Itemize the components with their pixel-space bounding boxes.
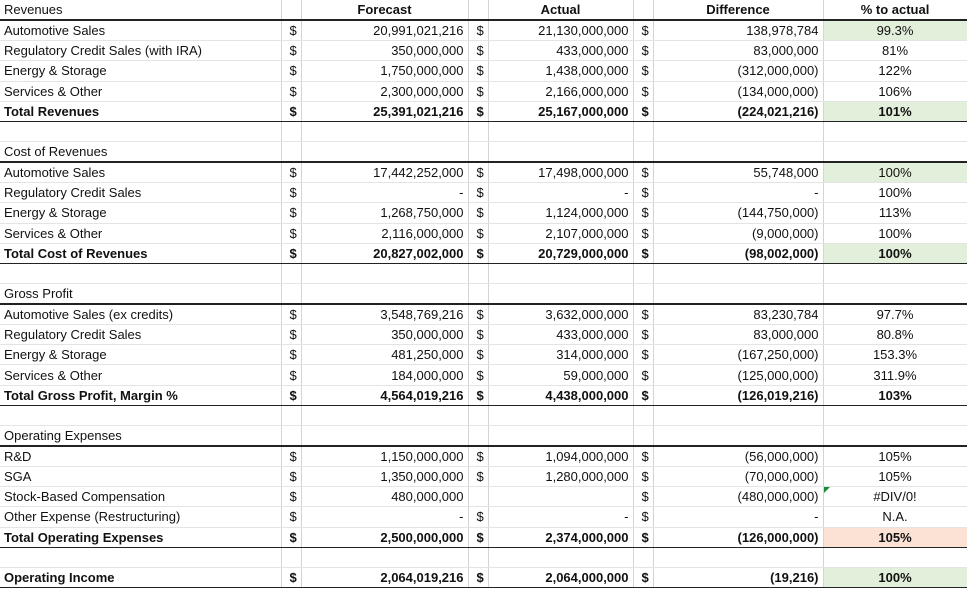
percent-to-actual-cell[interactable]: 97.7% — [823, 304, 967, 325]
section-label-cell[interactable]: Gross Profit — [0, 284, 281, 305]
forecast-currency-cell[interactable]: $ — [281, 81, 301, 101]
empty-cell[interactable] — [633, 426, 653, 447]
forecast-value-cell[interactable]: 2,300,000,000 — [301, 81, 468, 101]
percent-to-actual-cell[interactable]: 99.3% — [823, 20, 967, 41]
total-row — [0, 527, 967, 547]
actual-value-cell[interactable]: 2,064,000,000 — [488, 567, 633, 587]
difference-currency-cell[interactable]: $ — [633, 162, 653, 183]
actual-currency-cell[interactable]: $ — [468, 507, 488, 527]
forecast-value-cell[interactable]: 3,548,769,216 — [301, 304, 468, 325]
actual-currency-cell[interactable]: $ — [468, 365, 488, 385]
difference-value-cell[interactable]: (19,216) — [653, 567, 823, 587]
forecast-currency-cell[interactable]: $ — [281, 223, 301, 243]
forecast-currency-cell[interactable]: $ — [281, 203, 301, 223]
percent-to-actual-cell[interactable]: 100% — [823, 183, 967, 203]
table-row — [0, 487, 967, 507]
forecast-currency-cell[interactable]: $ — [281, 446, 301, 467]
row-label-cell[interactable]: Regulatory Credit Sales (with IRA) — [0, 41, 281, 61]
actual-value-cell[interactable]: 4,438,000,000 — [488, 385, 633, 405]
actual-currency-cell[interactable]: $ — [468, 446, 488, 467]
empty-cell[interactable] — [0, 547, 281, 567]
actual-currency-cell[interactable]: $ — [468, 81, 488, 101]
empty-cell[interactable] — [653, 263, 823, 283]
header-cell[interactable] — [281, 0, 301, 20]
empty-cell[interactable] — [653, 121, 823, 141]
percent-to-actual-cell[interactable]: 80.8% — [823, 325, 967, 345]
blank-row — [0, 405, 967, 425]
difference-value-cell[interactable]: (126,000,000) — [653, 527, 823, 547]
row-label-cell[interactable]: Energy & Storage — [0, 61, 281, 81]
table-row — [0, 345, 967, 365]
actual-value-cell[interactable]: 433,000,000 — [488, 325, 633, 345]
difference-currency-cell[interactable]: $ — [633, 61, 653, 81]
forecast-value-cell[interactable]: 1,268,750,000 — [301, 203, 468, 223]
forecast-currency-cell[interactable]: $ — [281, 345, 301, 365]
difference-value-cell[interactable]: 83,230,784 — [653, 304, 823, 325]
actual-value-cell[interactable]: 1,094,000,000 — [488, 446, 633, 467]
forecast-value-cell[interactable]: 4,564,019,216 — [301, 385, 468, 405]
difference-currency-cell[interactable]: $ — [633, 223, 653, 243]
forecast-currency-cell[interactable]: $ — [281, 20, 301, 41]
empty-cell[interactable] — [301, 263, 468, 283]
empty-cell[interactable] — [468, 284, 488, 305]
percent-to-actual-cell[interactable]: 105% — [823, 527, 967, 547]
empty-cell[interactable] — [823, 547, 967, 567]
actual-currency-cell[interactable]: $ — [468, 325, 488, 345]
empty-cell[interactable] — [653, 284, 823, 305]
empty-cell[interactable] — [488, 547, 633, 567]
actual-value-cell[interactable]: 1,438,000,000 — [488, 61, 633, 81]
difference-currency-cell[interactable]: $ — [633, 101, 653, 121]
row-label-cell[interactable]: Stock-Based Compensation — [0, 487, 281, 507]
actual-value-cell[interactable]: 433,000,000 — [488, 41, 633, 61]
difference-value-cell[interactable]: (98,002,000) — [653, 243, 823, 263]
percent-to-actual-cell[interactable]: 101% — [823, 101, 967, 121]
empty-cell[interactable] — [301, 547, 468, 567]
difference-currency-cell[interactable]: $ — [633, 243, 653, 263]
header-cell[interactable] — [633, 0, 653, 20]
actual-value-cell[interactable]: 2,107,000,000 — [488, 223, 633, 243]
empty-cell[interactable] — [488, 284, 633, 305]
forecast-value-cell[interactable]: 17,442,252,000 — [301, 162, 468, 183]
forecast-value-cell[interactable]: 1,750,000,000 — [301, 61, 468, 81]
empty-cell[interactable] — [488, 426, 633, 447]
table-row — [0, 223, 967, 243]
percent-to-actual-cell[interactable]: 100% — [823, 243, 967, 263]
empty-cell[interactable] — [633, 284, 653, 305]
row-label-cell[interactable]: Total Gross Profit, Margin % — [0, 385, 281, 405]
forecast-value-cell[interactable]: 20,827,002,000 — [301, 243, 468, 263]
row-label-cell[interactable]: Automotive Sales (ex credits) — [0, 304, 281, 325]
table-row — [0, 61, 967, 81]
forecast-currency-cell[interactable]: $ — [281, 527, 301, 547]
empty-cell[interactable] — [281, 547, 301, 567]
row-label-cell[interactable]: Regulatory Credit Sales — [0, 183, 281, 203]
forecast-value-cell[interactable]: 184,000,000 — [301, 365, 468, 385]
table-row — [0, 203, 967, 223]
difference-currency-cell[interactable]: $ — [633, 345, 653, 365]
percent-to-actual-cell[interactable]: 100% — [823, 223, 967, 243]
difference-value-cell[interactable]: (480,000,000) — [653, 487, 823, 507]
percent-to-actual-cell[interactable]: N.A. — [823, 507, 967, 527]
difference-currency-cell[interactable]: $ — [633, 20, 653, 41]
actual-value-cell[interactable]: 1,280,000,000 — [488, 467, 633, 487]
difference-currency-cell[interactable]: $ — [633, 507, 653, 527]
section-label-cell[interactable]: Cost of Revenues — [0, 142, 281, 163]
row-label-cell[interactable]: Automotive Sales — [0, 162, 281, 183]
blank-row — [0, 263, 967, 283]
actual-currency-cell[interactable]: $ — [468, 41, 488, 61]
difference-value-cell[interactable]: 83,000,000 — [653, 41, 823, 61]
section-header-row — [0, 284, 967, 305]
table-row — [0, 325, 967, 345]
empty-cell[interactable] — [823, 142, 967, 163]
actual-currency-cell[interactable]: $ — [468, 223, 488, 243]
actual-value-cell[interactable]: 3,632,000,000 — [488, 304, 633, 325]
difference-value-cell[interactable]: (167,250,000) — [653, 345, 823, 365]
empty-cell[interactable] — [281, 142, 301, 163]
empty-cell[interactable] — [301, 405, 468, 425]
forecast-currency-cell[interactable]: $ — [281, 162, 301, 183]
forecast-value-cell[interactable]: 25,391,021,216 — [301, 101, 468, 121]
difference-currency-cell[interactable]: $ — [633, 487, 653, 507]
forecast-value-cell[interactable]: 2,064,019,216 — [301, 567, 468, 587]
empty-cell[interactable] — [488, 263, 633, 283]
forecast-currency-cell[interactable]: $ — [281, 325, 301, 345]
header-cell[interactable]: % to actual — [823, 0, 967, 20]
table-row — [0, 81, 967, 101]
forecast-currency-cell[interactable]: $ — [281, 243, 301, 263]
forecast-currency-cell[interactable]: $ — [281, 507, 301, 527]
forecast-value-cell[interactable]: 480,000,000 — [301, 487, 468, 507]
blank-row — [0, 121, 967, 141]
percent-to-actual-cell[interactable]: 105% — [823, 446, 967, 467]
forecast-currency-cell[interactable]: $ — [281, 101, 301, 121]
difference-currency-cell[interactable]: $ — [633, 81, 653, 101]
empty-cell[interactable] — [653, 405, 823, 425]
table-row — [0, 162, 967, 183]
actual-currency-cell[interactable]: $ — [468, 385, 488, 405]
actual-value-cell[interactable]: - — [488, 507, 633, 527]
table-row — [0, 304, 967, 325]
empty-cell[interactable] — [823, 405, 967, 425]
difference-value-cell[interactable]: (70,000,000) — [653, 467, 823, 487]
difference-value-cell[interactable]: - — [653, 183, 823, 203]
percent-to-actual-cell[interactable]: 105% — [823, 467, 967, 487]
forecast-currency-cell[interactable]: $ — [281, 567, 301, 587]
blank-row — [0, 547, 967, 567]
row-label-cell[interactable]: Services & Other — [0, 81, 281, 101]
forecast-value-cell[interactable]: 350,000,000 — [301, 325, 468, 345]
empty-cell[interactable] — [633, 142, 653, 163]
difference-currency-cell[interactable]: $ — [633, 567, 653, 587]
table-row — [0, 365, 967, 385]
header-cell[interactable]: Revenues — [0, 0, 281, 20]
actual-value-cell[interactable]: 1,124,000,000 — [488, 203, 633, 223]
total-row — [0, 243, 967, 263]
forecast-value-cell[interactable]: - — [301, 507, 468, 527]
forecast-currency-cell[interactable]: $ — [281, 61, 301, 81]
actual-currency-cell[interactable]: $ — [468, 183, 488, 203]
forecast-value-cell[interactable]: 2,116,000,000 — [301, 223, 468, 243]
header-cell[interactable]: Forecast — [301, 0, 468, 20]
actual-value-cell[interactable]: 17,498,000,000 — [488, 162, 633, 183]
empty-cell[interactable] — [823, 263, 967, 283]
percent-to-actual-cell[interactable]: 100% — [823, 567, 967, 587]
row-label-cell[interactable]: Energy & Storage — [0, 345, 281, 365]
difference-currency-cell[interactable]: $ — [633, 467, 653, 487]
row-label-cell[interactable]: Automotive Sales — [0, 20, 281, 41]
row-label-cell[interactable]: Other Expense (Restructuring) — [0, 507, 281, 527]
difference-value-cell[interactable]: - — [653, 507, 823, 527]
empty-cell[interactable] — [633, 547, 653, 567]
error-indicator-icon — [824, 487, 830, 493]
empty-cell[interactable] — [0, 121, 281, 141]
section-label-cell[interactable]: Operating Expenses — [0, 426, 281, 447]
empty-cell[interactable] — [468, 547, 488, 567]
difference-currency-cell[interactable]: $ — [633, 41, 653, 61]
empty-cell[interactable] — [633, 263, 653, 283]
total-row — [0, 385, 967, 405]
actual-currency-cell[interactable]: $ — [468, 304, 488, 325]
difference-value-cell[interactable]: (125,000,000) — [653, 365, 823, 385]
empty-cell[interactable] — [488, 405, 633, 425]
actual-value-cell[interactable]: 2,374,000,000 — [488, 527, 633, 547]
empty-cell[interactable] — [488, 121, 633, 141]
actual-value-cell[interactable]: 20,729,000,000 — [488, 243, 633, 263]
row-label-cell[interactable]: Total Operating Expenses — [0, 527, 281, 547]
difference-currency-cell[interactable]: $ — [633, 183, 653, 203]
difference-value-cell[interactable]: (144,750,000) — [653, 203, 823, 223]
header-cell[interactable]: Actual — [488, 0, 633, 20]
empty-cell[interactable] — [301, 284, 468, 305]
actual-currency-cell[interactable]: $ — [468, 567, 488, 587]
difference-value-cell[interactable]: (126,019,216) — [653, 385, 823, 405]
table-row — [0, 507, 967, 527]
row-label-cell[interactable]: Regulatory Credit Sales — [0, 325, 281, 345]
actual-currency-cell[interactable]: $ — [468, 467, 488, 487]
difference-value-cell[interactable]: (224,021,216) — [653, 101, 823, 121]
empty-cell[interactable] — [281, 284, 301, 305]
table-row — [0, 20, 967, 41]
percent-to-actual-cell[interactable]: 103% — [823, 385, 967, 405]
empty-cell[interactable] — [301, 121, 468, 141]
empty-cell[interactable] — [468, 405, 488, 425]
difference-value-cell[interactable]: (56,000,000) — [653, 446, 823, 467]
actual-currency-cell[interactable]: $ — [468, 101, 488, 121]
forecast-currency-cell[interactable]: $ — [281, 385, 301, 405]
row-label-cell[interactable]: Energy & Storage — [0, 203, 281, 223]
percent-to-actual-cell[interactable]: 122% — [823, 61, 967, 81]
empty-cell[interactable] — [281, 121, 301, 141]
header-row — [0, 0, 967, 20]
table-row — [0, 446, 967, 467]
percent-to-actual-cell[interactable]: 100% — [823, 162, 967, 183]
actual-currency-cell[interactable]: $ — [468, 527, 488, 547]
forecast-currency-cell[interactable]: $ — [281, 183, 301, 203]
forecast-currency-cell[interactable]: $ — [281, 304, 301, 325]
difference-currency-cell[interactable]: $ — [633, 527, 653, 547]
empty-cell[interactable] — [468, 142, 488, 163]
total-row — [0, 101, 967, 121]
empty-cell[interactable] — [468, 426, 488, 447]
forecast-value-cell[interactable]: 1,350,000,000 — [301, 467, 468, 487]
actual-currency-cell[interactable]: $ — [468, 61, 488, 81]
percent-to-actual-cell[interactable]: 106% — [823, 81, 967, 101]
difference-value-cell[interactable]: 138,978,784 — [653, 20, 823, 41]
difference-currency-cell[interactable]: $ — [633, 365, 653, 385]
empty-cell[interactable] — [653, 426, 823, 447]
forecast-currency-cell[interactable]: $ — [281, 467, 301, 487]
row-label-cell[interactable]: Total Revenues — [0, 101, 281, 121]
percent-to-actual-cell[interactable]: 153.3% — [823, 345, 967, 365]
empty-cell[interactable] — [281, 426, 301, 447]
actual-value-cell[interactable]: 21,130,000,000 — [488, 20, 633, 41]
empty-cell[interactable] — [468, 263, 488, 283]
empty-cell[interactable] — [823, 426, 967, 447]
percent-to-actual-cell[interactable]: 81% — [823, 41, 967, 61]
actual-value-cell[interactable]: 314,000,000 — [488, 345, 633, 365]
empty-cell[interactable] — [281, 405, 301, 425]
forecast-currency-cell[interactable]: $ — [281, 41, 301, 61]
section-header-row — [0, 426, 967, 447]
actual-value-cell[interactable]: 59,000,000 — [488, 365, 633, 385]
percent-to-actual-cell[interactable]: 311.9% — [823, 365, 967, 385]
section-header-row — [0, 142, 967, 163]
percent-to-actual-cell[interactable]: #DIV/0! — [823, 487, 967, 507]
empty-cell[interactable] — [633, 121, 653, 141]
difference-value-cell[interactable]: (312,000,000) — [653, 61, 823, 81]
empty-cell[interactable] — [653, 142, 823, 163]
actual-currency-cell[interactable]: $ — [468, 243, 488, 263]
forecast-value-cell[interactable]: - — [301, 183, 468, 203]
empty-cell[interactable] — [301, 142, 468, 163]
forecast-currency-cell[interactable]: $ — [281, 487, 301, 507]
actual-value-cell[interactable] — [488, 487, 633, 507]
forecast-value-cell[interactable]: 2,500,000,000 — [301, 527, 468, 547]
difference-currency-cell[interactable]: $ — [633, 446, 653, 467]
actual-currency-cell[interactable]: $ — [468, 203, 488, 223]
forecast-value-cell[interactable]: 350,000,000 — [301, 41, 468, 61]
difference-currency-cell[interactable]: $ — [633, 203, 653, 223]
total-row — [0, 567, 967, 587]
forecast-value-cell[interactable]: 20,991,021,216 — [301, 20, 468, 41]
forecast-currency-cell[interactable]: $ — [281, 365, 301, 385]
difference-value-cell[interactable]: (134,000,000) — [653, 81, 823, 101]
empty-cell[interactable] — [0, 263, 281, 283]
percent-to-actual-cell[interactable]: 113% — [823, 203, 967, 223]
header-cell[interactable] — [468, 0, 488, 20]
difference-currency-cell[interactable]: $ — [633, 325, 653, 345]
table-row — [0, 41, 967, 61]
table-row — [0, 183, 967, 203]
row-label-cell[interactable]: Operating Income — [0, 567, 281, 587]
empty-cell[interactable] — [468, 121, 488, 141]
difference-value-cell[interactable]: (9,000,000) — [653, 223, 823, 243]
actual-currency-cell[interactable] — [468, 487, 488, 507]
row-label-cell[interactable]: R&D — [0, 446, 281, 467]
actual-currency-cell[interactable]: $ — [468, 20, 488, 41]
empty-cell[interactable] — [823, 284, 967, 305]
actual-value-cell[interactable]: 25,167,000,000 — [488, 101, 633, 121]
table-row — [0, 467, 967, 487]
row-label-cell[interactable]: Services & Other — [0, 365, 281, 385]
difference-currency-cell[interactable]: $ — [633, 385, 653, 405]
empty-cell[interactable] — [281, 263, 301, 283]
row-label-cell[interactable]: SGA — [0, 467, 281, 487]
empty-cell[interactable] — [0, 405, 281, 425]
actual-value-cell[interactable]: - — [488, 183, 633, 203]
row-label-cell[interactable]: Total Cost of Revenues — [0, 243, 281, 263]
empty-cell[interactable] — [488, 142, 633, 163]
difference-value-cell[interactable]: 83,000,000 — [653, 325, 823, 345]
empty-cell[interactable] — [823, 121, 967, 141]
difference-value-cell[interactable]: 55,748,000 — [653, 162, 823, 183]
empty-cell[interactable] — [633, 405, 653, 425]
forecast-value-cell[interactable]: 481,250,000 — [301, 345, 468, 365]
empty-cell[interactable] — [301, 426, 468, 447]
actual-currency-cell[interactable]: $ — [468, 162, 488, 183]
actual-currency-cell[interactable]: $ — [468, 345, 488, 365]
row-label-cell[interactable]: Services & Other — [0, 223, 281, 243]
forecast-value-cell[interactable]: 1,150,000,000 — [301, 446, 468, 467]
actual-value-cell[interactable]: 2,166,000,000 — [488, 81, 633, 101]
empty-cell[interactable] — [653, 547, 823, 567]
difference-currency-cell[interactable]: $ — [633, 304, 653, 325]
header-cell[interactable]: Difference — [653, 0, 823, 20]
